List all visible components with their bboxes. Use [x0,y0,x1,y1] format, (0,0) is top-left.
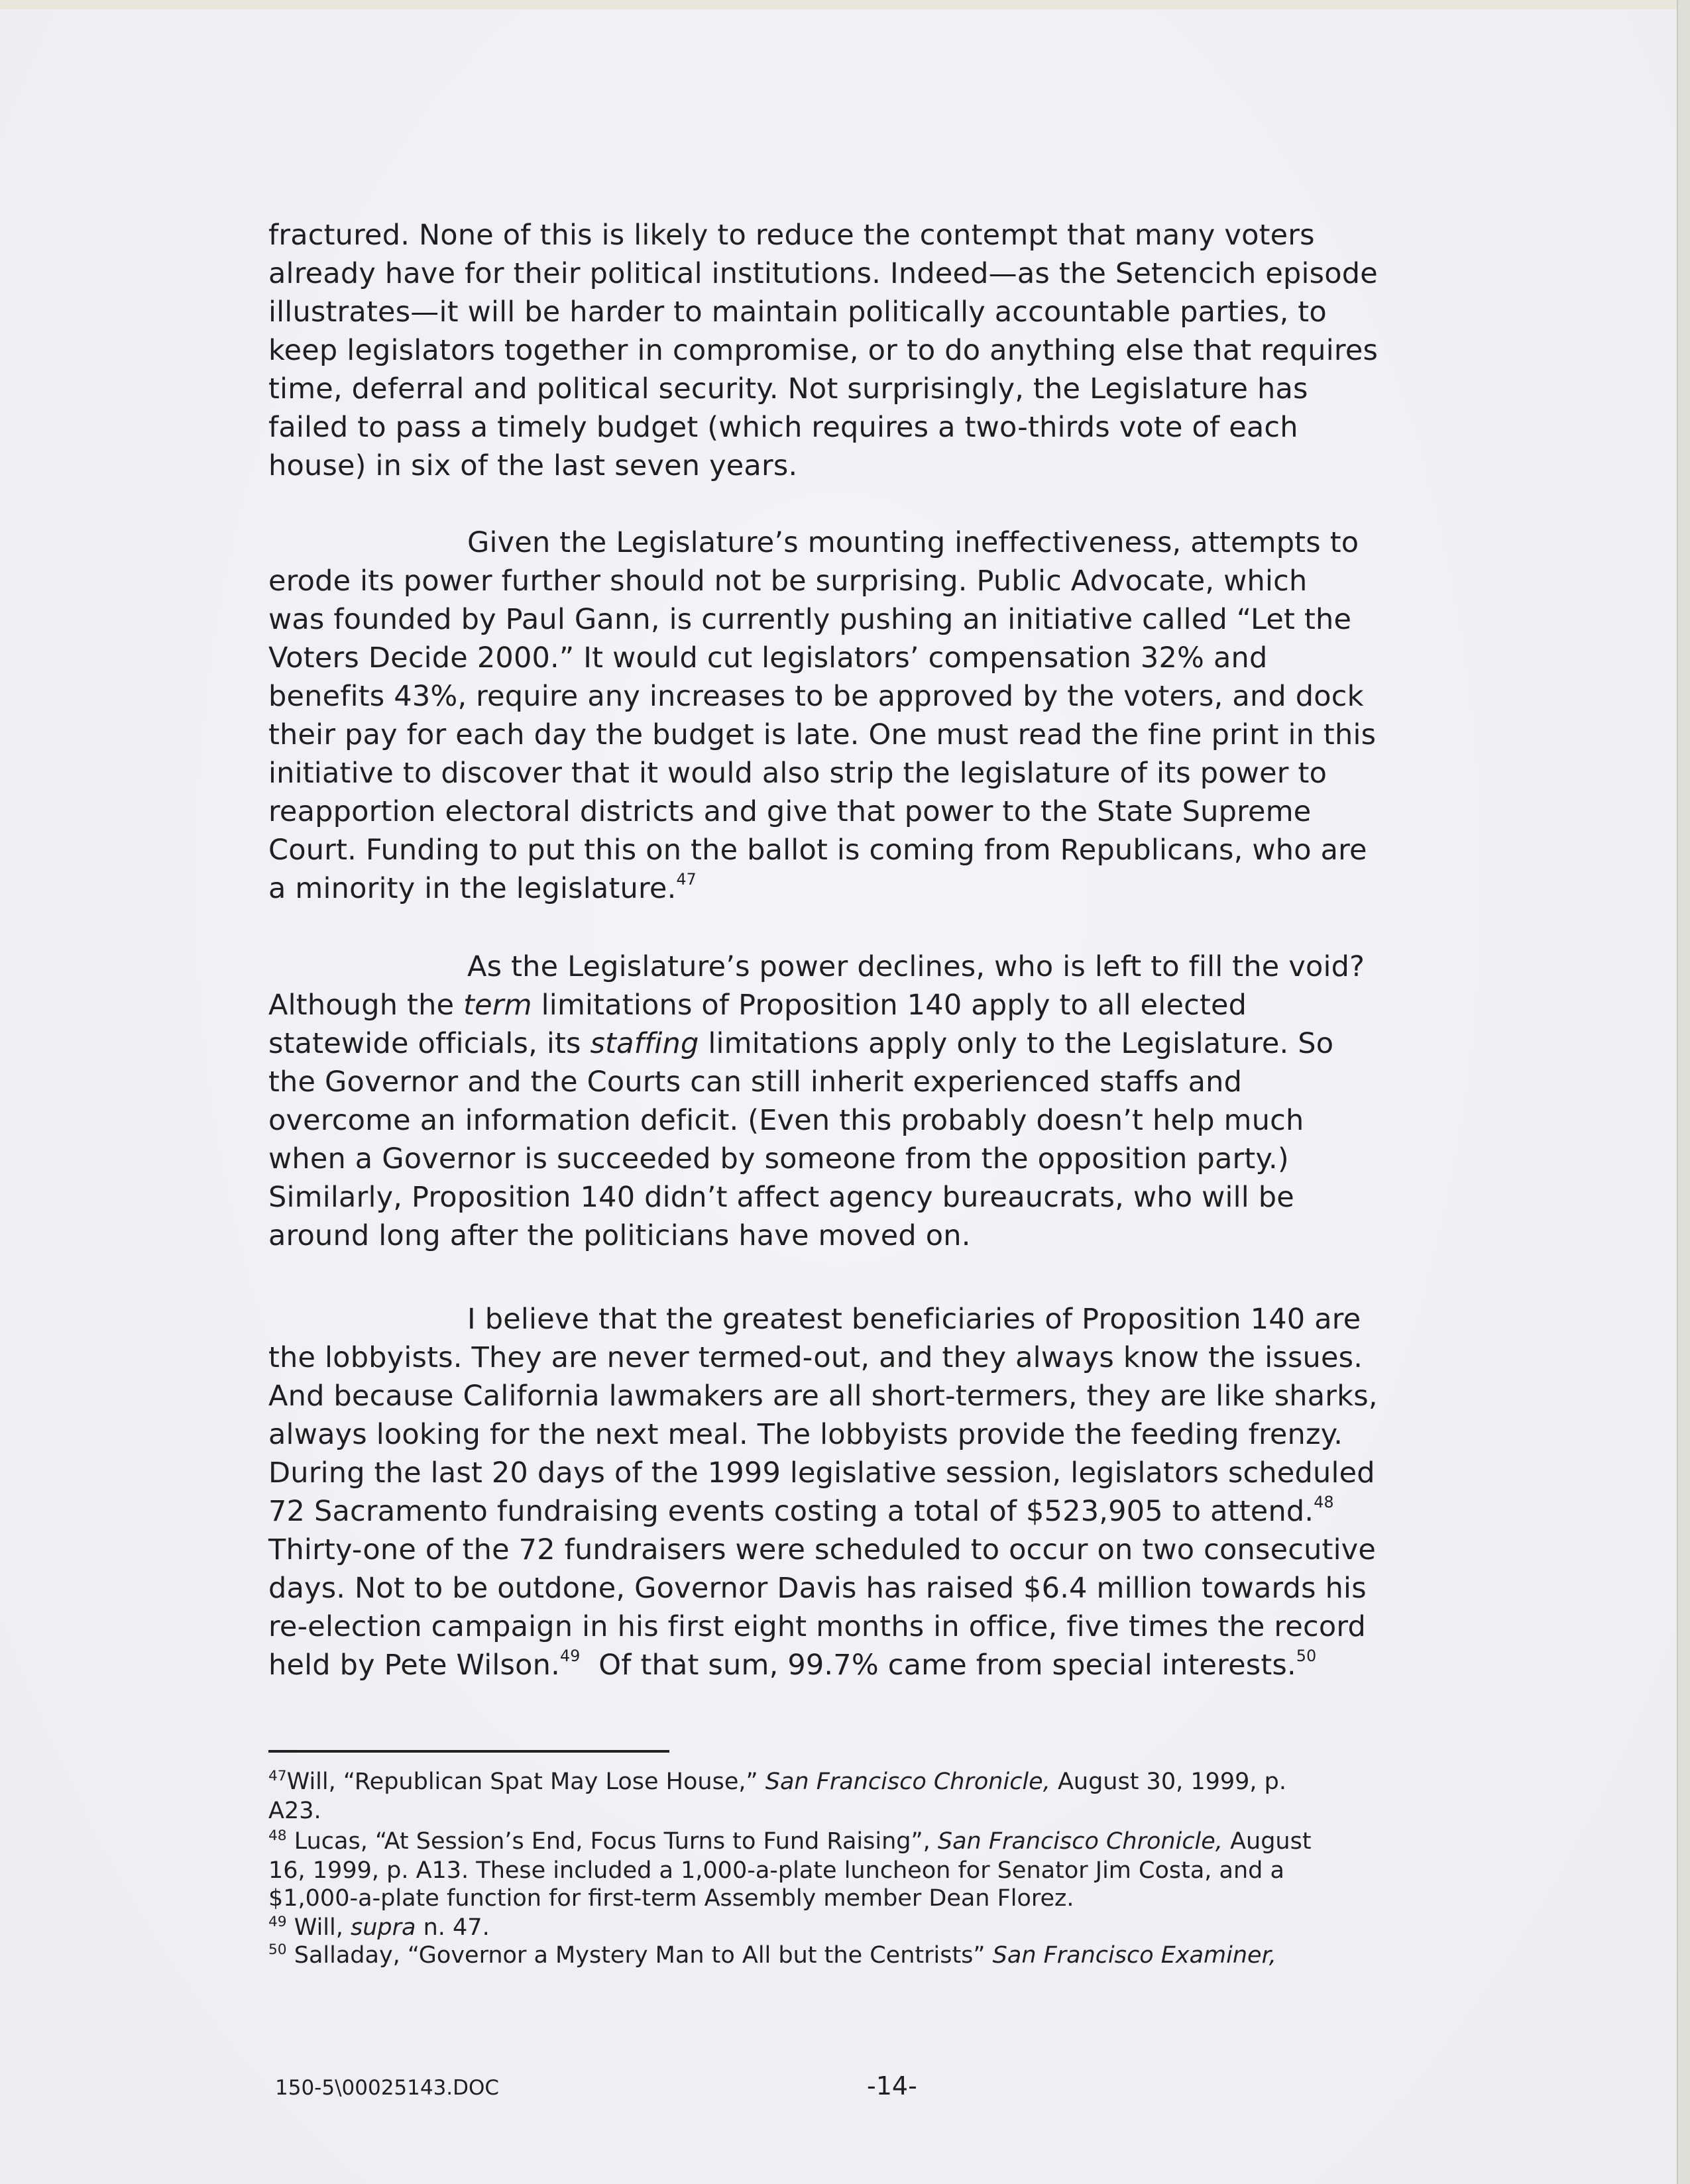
text-line: illustrates—it will be harder to maintain politically accountable parties, to [268,296,1327,329]
publication-title: San Francisco Examiner, [992,1942,1276,1969]
text-line: always looking for the next meal. The lobbyists provide the feeding frenzy. [268,1418,1343,1451]
text-fragment: held by Pete Wilson. [268,1649,560,1682]
text-line: Similarly, Proposition 140 didn’t affect agency bureaucrats, who will be [268,1181,1294,1214]
text-line [268,869,697,909]
text-line: As the Legislature’s power declines, who is left to fill the void? [467,950,1365,983]
publication-title: San Francisco Chronicle, [765,1769,1050,1795]
footnote-48-continued: $1,000-a-plate function for first-term Assembly member Dean Florez. [268,1885,1074,1912]
text-fragment: a minority in the legislature. [268,872,677,905]
footnote-number: 47 [268,1767,287,1784]
publication-title: San Francisco Chronicle, [937,1828,1223,1855]
footnote-ref-50[interactable]: 50 [1296,1646,1317,1665]
page-number: -14- [867,2071,917,2101]
text-fragment: limitations apply only to the Legislature. So [699,1027,1334,1060]
footnote-48 [268,1828,1312,1859]
text-fragment: August 30, 1999, p. [1050,1769,1287,1795]
text-line: fractured. None of this is likely to reduce the contempt that many voters [268,219,1315,252]
text-line: reapportion electoral districts and give that power to the State Supreme [268,795,1312,828]
text-line: around long after the politicians have moved on. [268,1219,971,1252]
document-id: 150-5\00025143.DOC [275,2076,500,2100]
text-line: Voters Decide 2000.” It would cut legislators’ compensation 32% and [268,641,1268,675]
emphasis-staffing: staffing [590,1027,699,1060]
text-line: the lobbyists. They are never termed-out, and they always know the issues. [268,1341,1363,1374]
text-line: And because California lawmakers are all short-termers, they are like sharks, [268,1380,1378,1413]
text-line: already have for their political institutions. Indeed—as the Setencich episode [268,257,1378,290]
text-line: Given the Legislature’s mounting ineffectiveness, attempts to [467,526,1359,559]
text-fragment: n. 47. [416,1914,490,1941]
text-fragment: Although the [268,989,464,1022]
footnote-ref-47[interactable]: 47 [676,869,697,889]
text-fragment: limitations of Proposition 140 apply to all elected [532,989,1247,1022]
text-line [268,1646,1317,1686]
text-line: their pay for each day the budget is late. One must read the fine print in this [268,718,1377,751]
text-line: benefits 43%, require any increases to be approved by the voters, and dock [268,680,1364,713]
text-line: overcome an information deficit. (Even this probably doesn’t help much [268,1104,1304,1137]
footnote-number: 49 [268,1913,287,1930]
footnote-separator [268,1750,669,1753]
text-fragment: statewide officials, its [268,1027,591,1060]
text-line [268,1492,1334,1532]
text-line: Thirty-one of the 72 fundraisers were scheduled to occur on two consecutive [268,1533,1377,1566]
footnote-number: 50 [268,1941,287,1958]
footnote-47-continued: A23. [268,1798,321,1824]
text-fragment: Salladay, “Governor a Mystery Man to All but the Centrists” [286,1942,993,1969]
text-line [268,989,1247,1022]
text-line: initiative to discover that it would also strip the legislature of its power to [268,757,1327,790]
page-edge [1677,0,1690,2184]
text-fragment: Will, “Republican Spat May Lose House,” [286,1769,765,1795]
footnote-ref-48[interactable]: 48 [1314,1492,1334,1511]
footnote-49 [268,1914,490,1945]
footnote-47 [268,1768,1286,1799]
text-fragment: Will, [286,1914,351,1941]
text-fragment: Lucas, “At Session’s End, Focus Turns to Fund Raising”, [286,1828,938,1855]
text-line: During the last 20 days of the 1999 legislative session, legislators scheduled [268,1456,1375,1490]
footnote-50 [268,1941,1276,1973]
text-line: keep legislators together in compromise, or to do anything else that requires [268,334,1379,367]
text-line: the Governor and the Courts can still inherit experienced staffs and [268,1065,1243,1099]
text-line: failed to pass a timely budget (which requires a two-thirds vote of each [268,411,1298,444]
text-line: time, deferral and political security. Not surprisingly, the Legislature has [268,372,1308,406]
text-line: re-election campaign in his first eight months in office, five times the record [268,1610,1366,1643]
text-fragment: Of that sum, 99.7% came from special interests. [580,1649,1296,1682]
text-line: house) in six of the last seven years. [268,449,798,482]
footnote-number: 48 [268,1827,287,1844]
text-fragment: 72 Sacramento fundraising events costing a total of $523,905 to attend. [268,1495,1314,1528]
footnote-48-continued: 16, 1999, p. A13. These included a 1,000-a-plate luncheon for Senator Jim Costa, and a [268,1857,1284,1884]
text-line: days. Not to be outdone, Governor Davis has raised $6.4 million towards his [268,1572,1367,1605]
text-fragment: August [1222,1828,1312,1855]
text-line [268,1027,1333,1060]
emphasis-term: term [463,989,532,1022]
text-line: erode its power further should not be surprising. Public Advocate, which [268,565,1308,598]
latin-term: supra [351,1914,416,1941]
text-line: I believe that the greatest beneficiaries of Proposition 140 are [467,1303,1361,1336]
text-line: Court. Funding to put this on the ballot is coming from Republicans, who are [268,834,1367,867]
text-line: was founded by Paul Gann, is currently pushing an initiative called “Let the [268,603,1352,636]
footnote-ref-49[interactable]: 49 [559,1646,581,1665]
text-line: when a Governor is succeeded by someone from the opposition party.) [268,1142,1289,1175]
